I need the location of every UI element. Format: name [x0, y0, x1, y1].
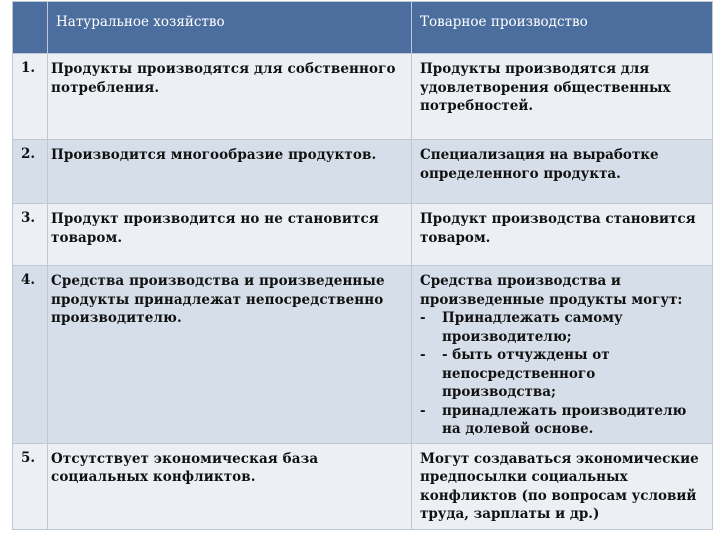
header-commodity-production	[412, 2, 713, 54]
row-number	[13, 54, 48, 140]
commodity-cell	[412, 140, 713, 204]
natural-cell	[48, 54, 412, 140]
header-col1-label: Натуральное хозяйство	[56, 14, 225, 30]
natural-cell	[48, 266, 412, 444]
commodity-intro: Средства производства и произведенные продукты могут:	[420, 273, 683, 308]
row-number	[13, 266, 48, 444]
header-natural-economy	[48, 2, 412, 54]
commodity-text: Специализация на выработке определенного продукта.	[420, 147, 659, 182]
row-number-label: 1.	[21, 60, 36, 76]
table-row	[13, 140, 713, 204]
commodity-text: Продукты производятся для удовлетворения общественных потребностей.	[420, 61, 671, 114]
row-number-label: 5.	[21, 449, 36, 466]
natural-text: Отсутствует экономическая база социальных конфликтов.	[51, 450, 319, 485]
list-item: - Принадлежать самому производителю;	[420, 310, 623, 345]
table-row	[13, 443, 713, 529]
commodity-cell	[412, 54, 713, 140]
comparison-table	[12, 1, 713, 530]
natural-text: Продукты производятся для собственного потребления.	[51, 61, 396, 96]
commodity-text	[412, 266, 712, 443]
commodity-cell	[412, 266, 713, 444]
header-col2-label: Товарное производство	[420, 14, 588, 30]
natural-cell	[48, 443, 412, 529]
natural-text: Средства производства и произведенные продукты принадлежат непосредственно производителю.	[51, 273, 385, 326]
commodity-text: Продукт производства становится товаром.	[420, 211, 696, 246]
row-number	[13, 204, 48, 266]
commodity-cell	[412, 204, 713, 266]
commodity-cell	[412, 443, 713, 529]
row-number	[13, 140, 48, 204]
table-row	[13, 266, 713, 444]
row-number	[13, 443, 48, 529]
row-number-label: 3.	[21, 210, 36, 226]
commodity-list	[420, 309, 706, 439]
table-row	[13, 204, 713, 266]
header-num-cell	[13, 2, 48, 54]
header-row	[13, 2, 713, 54]
natural-text: Производится многообразие продуктов.	[51, 147, 377, 163]
list-item: - - быть отчуждены от непосредственного производства;	[420, 347, 610, 400]
commodity-text: Могут создаваться экономические предпосылки социальных конфликтов (по вопросам условий труда, зарплаты и др.)	[420, 450, 699, 522]
natural-cell	[48, 140, 412, 204]
row-number-label: 2.	[21, 146, 36, 162]
natural-cell	[48, 204, 412, 266]
table-row	[13, 54, 713, 140]
row-number-label: 4.	[21, 272, 36, 288]
natural-text: Продукт производится но не становится товаром.	[51, 211, 379, 246]
list-item: - принадлежать производителю на долевой основе.	[420, 402, 687, 437]
